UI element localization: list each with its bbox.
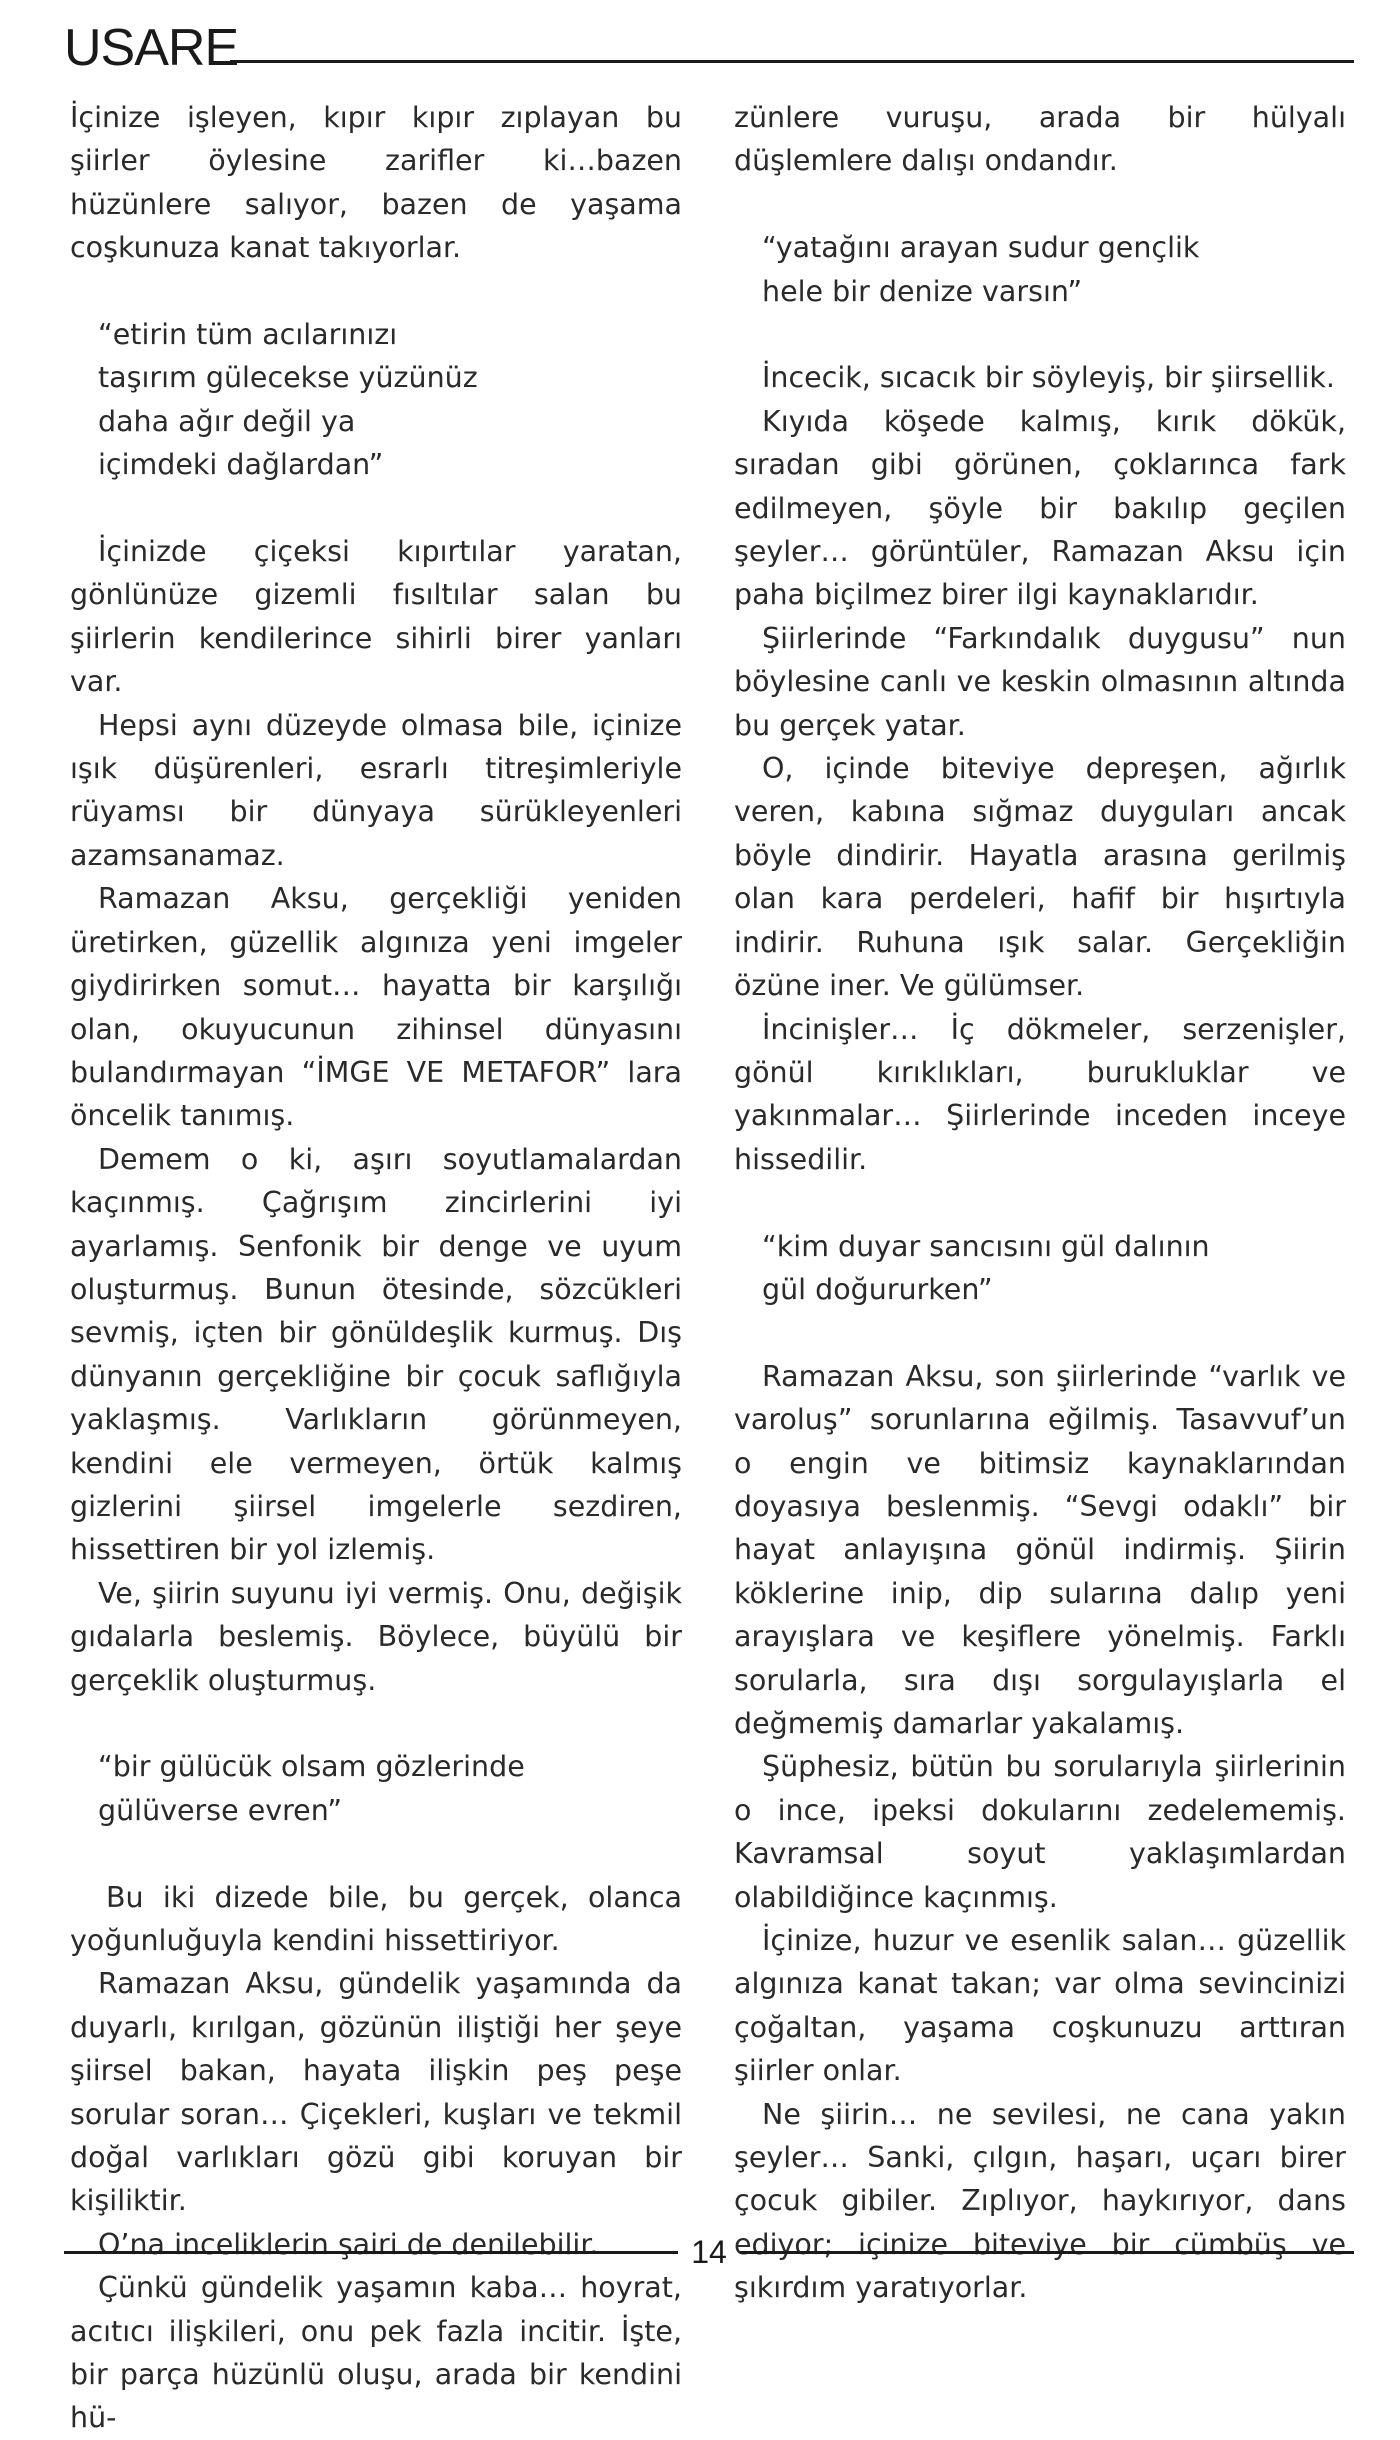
- poem-line: gülüverse evren”: [98, 1793, 342, 1827]
- paragraph: İncecik, sıcacık bir söyleyiş, bir şiirsellik.: [762, 361, 1335, 395]
- page-header: [64, 18, 1354, 78]
- poem-line: taşırım gülecekse yüzünüz: [98, 361, 478, 395]
- page-number: 14: [691, 2234, 727, 2270]
- paragraph: O, içinde biteviye depreşen, ağırlık veren, kabına sığmaz duyguları ancak böyle dindirir. Hayatla arasına gerilmiş olan kara perdeleri, hafif bir hışırtıyla indirir. Ruhuna ışık salar. Gerçekliğin özüne iner. Ve gülümser.: [734, 752, 1346, 1003]
- paragraph: Çünkü gündelik yaşamın kaba… hoyrat, acıtıcı ilişkileri, onu pek fazla incitir. İşte, bir parça hüzünlü oluşu, arada bir kendini hü-: [70, 2271, 682, 2435]
- poem-line: hele bir denize varsın”: [762, 274, 1083, 308]
- poem-line: içimdeki dağlardan”: [98, 448, 384, 482]
- paragraph: Bu iki dizede bile, bu gerçek, olanca yoğunluğuyla kendini hissettiriyor.: [70, 1880, 682, 1957]
- poem-line: “kim duyar sancısını gül dalının: [762, 1229, 1210, 1263]
- paragraph: O’na inceliklerin şairi de denilebilir.: [98, 2227, 599, 2261]
- paragraph: Ramazan Aksu, son şiirlerinde “varlık ve varoluş” sorunlarına eğilmiş. Tasavvuf’un o engin ve bitimsiz kaynaklarından doyasıya beslenmiş. “Sevgi odaklı” bir hayat anlayışına gönül indirmiş. Şiirin köklerine inip, dip sularına dalıp yeni arayışlara ve keşiflere yönelmiş. Farklı sorularla, sıra dışı sorgulayışlarla el değmemiş damarlar yakalamış.: [734, 1359, 1346, 1740]
- poem-quote: [70, 1745, 682, 1832]
- paragraph: İçinizde çiçeksi kıpırtılar yaratan, gönlünüze gizemli fısıltılar salan bu şiirlerin kendilerince sihirli birer yanları var.: [70, 535, 682, 699]
- poem-line: daha ağır değil ya: [98, 404, 356, 438]
- paragraph: İçinize işleyen, kıpır kıpır zıplayan bu şiirler öylesine zarifler ki…bazen hüzünlere salıyor, bazen de yaşama coşkunuza kanat takıyorlar.: [70, 101, 682, 265]
- poem-line: “yatağını arayan sudur gençlik: [762, 231, 1200, 265]
- paragraph: İçinize, huzur ve esenlik salan… güzellik algınıza kanat takan; var olma sevincinizi çoğaltan, yaşama coşkunuzu arttıran şiirler onlar.: [734, 1924, 1346, 2088]
- right-column: [734, 96, 1346, 2310]
- paragraph: Ramazan Aksu, gerçekliği yeniden üretirken, güzellik algınıza yeni imgeler giydirirken somut… hayatta bir karşılığı olan, okuyucunun zihinsel dünyasını bulandırmayan “İMGE VE METAFOR” lara öncelik tanımış.: [70, 882, 682, 1133]
- poem-quote: [70, 313, 682, 487]
- paragraph: Kıyıda köşede kalmış, kırık dökük, sıradan gibi görünen, çoklarınca fark edilmeyen, şöyle bir bakılıp geçilen şeyler… görüntüler, Ramazan Aksu için paha biçilmez birer ilgi kaynaklarıdır.: [734, 404, 1346, 612]
- left-column: [70, 96, 682, 2440]
- paragraph: Demem o ki, aşırı soyutlamalardan kaçınmış. Çağrışım zincirlerini iyi ayarlamış. Senfonik bir denge ve uyum oluşturmuş. Bunun ötesinde, sözcükleri sevmiş, içten bir gönüldeşlik kurmuş. Dış dünyanın gerçekliğine bir çocuk saflığıyla yaklaşmış. Varlıkların görünmeyen, kendini ele vermeyen, örtük kalmış gizlerini şiirsel imgelerle sezdiren, hissettiren bir yol izlemiş.: [70, 1142, 682, 1567]
- paragraph: Şüphesiz, bütün bu sorularıyla şiirlerinin o ince, ipeksi dokularını zedelememiş. Kavramsal soyut yaklaşımlardan olabildiğince kaçınmış.: [734, 1750, 1346, 1914]
- paragraph: Ramazan Aksu, gündelik yaşamında da duyarlı, kırılgan, gözünün iliştiği her şeye şiirsel bakan, hayata ilişkin peş peşe sorular soran… Çiçekleri, kuşları ve tekmil doğal varlıkları gözü gibi koruyan bir kişiliktir.: [70, 1967, 682, 2218]
- magazine-title: USARE: [64, 19, 239, 77]
- page-footer: [64, 2234, 1354, 2270]
- header-rule: [230, 60, 1354, 63]
- poem-quote: [734, 226, 1346, 313]
- footer-rule-left: [64, 2251, 678, 2254]
- paragraph: Ve, şiirin suyunu iyi vermiş. Onu, değişik gıdalarla beslemiş. Böylece, büyülü bir gerçeklik oluşturmuş.: [70, 1576, 682, 1697]
- poem-line: gül doğururken”: [762, 1272, 993, 1306]
- poem-quote: [734, 1225, 1346, 1312]
- poem-line: “bir gülücük olsam gözlerinde: [98, 1750, 525, 1784]
- footer-rule-right: [740, 2251, 1354, 2254]
- paragraph: Hepsi aynı düzeyde olmasa bile, içinize ışık düşürenleri, esrarlı titreşimleriyle rüyamsı bir dünyaya sürükleyenleri azamsanamaz.: [70, 708, 682, 872]
- paragraph: İncinişler… İç dökmeler, serzenişler, gönül kırıklıkları, burukluklar ve yakınmalar… Şiirlerinde inceden inceye hissedilir.: [734, 1012, 1346, 1176]
- paragraph: Şiirlerinde “Farkındalık duygusu” nun böylesine canlı ve keskin olmasının altında bu gerçek yatar.: [734, 621, 1346, 742]
- paragraph: Ne şiirin… ne sevilesi, ne cana yakın şeyler… Sanki, çılgın, haşarı, uçarı birer çocuk gibiler. Zıplıyor, haykırıyor, dans ediyor; içinize biteviye bir cümbüş ve şıkırdım yaratıyorlar.: [734, 2097, 1346, 2305]
- poem-line: “etirin tüm acılarınızı: [98, 318, 398, 352]
- paragraph: zünlere vuruşu, arada bir hülyalı düşlemlere dalışı ondandır.: [734, 101, 1346, 178]
